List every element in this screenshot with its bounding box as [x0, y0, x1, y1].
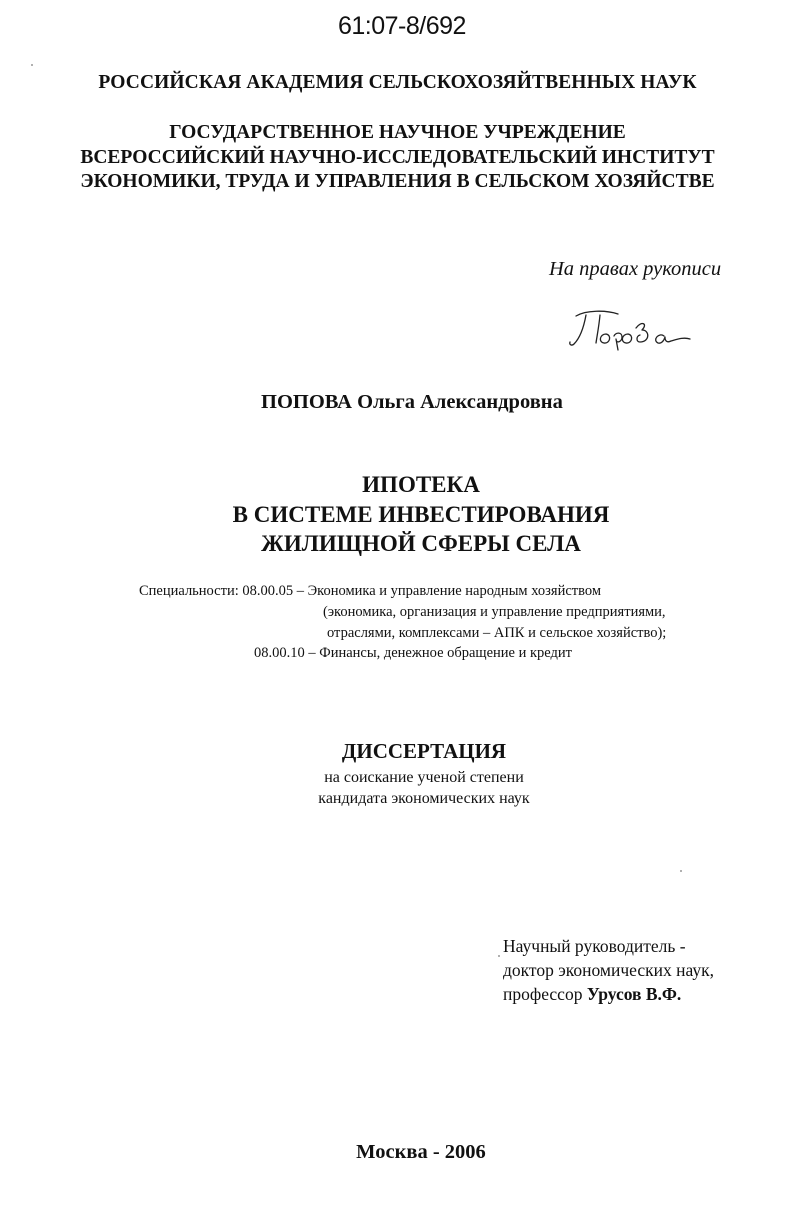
- supervisor-name: Урусов В.Ф.: [586, 984, 682, 1004]
- supervisor-line-3: [503, 982, 714, 1006]
- supervisor-block: [503, 934, 714, 1006]
- title-line-1: ИПОТЕКА: [362, 472, 480, 497]
- supervisor-title: профессор: [503, 984, 583, 1004]
- institution-line-3: ЭКОНОМИКИ, ТРУДА И УПРАВЛЕНИЯ В СЕЛЬСКОМ ХОЗЯЙСТВЕ: [80, 171, 715, 192]
- supervisor-line-1: Научный руководитель -: [503, 936, 686, 956]
- specialty-line-4: 08.00.10 – Финансы, денежное обращение и кредит: [254, 645, 573, 661]
- institution-block: [0, 121, 795, 195]
- manuscript-note: На правах рукописи: [549, 258, 722, 280]
- institution-line-2: ВСЕРОССИЙСКИЙ НАУЧНО-ИССЛЕДОВАТЕЛЬСКИЙ ИНСТИТУТ: [80, 146, 715, 168]
- scan-speck: [498, 955, 500, 957]
- specialty-line-3: отраслями, комплексами – АПК и сельское хозяйство);: [327, 625, 667, 641]
- dissertation-title: [0, 470, 795, 559]
- supervisor-line-2: доктор экономических наук,: [503, 960, 714, 980]
- academy-name: РОССИЙСКАЯ АКАДЕМИЯ СЕЛЬСКОХОЗЯЙТВЕННЫХ НАУК: [98, 72, 697, 93]
- specialty-line-1: Специальности: 08.00.05 – Экономика и управление народным хозяйством: [139, 583, 602, 599]
- author-name: ПОПОВА Ольга Александровна: [261, 391, 563, 413]
- institution-line-1: ГОСУДАРСТВЕННОЕ НАУЧНОЕ УЧРЕЖДЕНИЕ: [169, 122, 626, 143]
- author-signature: [566, 306, 696, 352]
- degree-line-1: на соискание ученой степени: [324, 769, 524, 786]
- scan-speck: [680, 870, 682, 872]
- title-line-3: ЖИЛИЩНОЙ СФЕРЫ СЕЛА: [261, 531, 581, 556]
- degree-line-2: кандидата экономических наук: [318, 790, 530, 807]
- archive-code: 61:07-8/692: [338, 12, 466, 40]
- degree-block: [0, 767, 795, 809]
- specialty-line-2: (экономика, организация и управление предприятиями,: [323, 604, 666, 620]
- scan-speck: [31, 64, 33, 66]
- title-line-2: В СИСТЕМЕ ИНВЕСТИРОВАНИЯ: [232, 501, 610, 527]
- city-year: Москва - 2006: [356, 1141, 486, 1163]
- dissertation-heading: ДИССЕРТАЦИЯ: [341, 739, 507, 763]
